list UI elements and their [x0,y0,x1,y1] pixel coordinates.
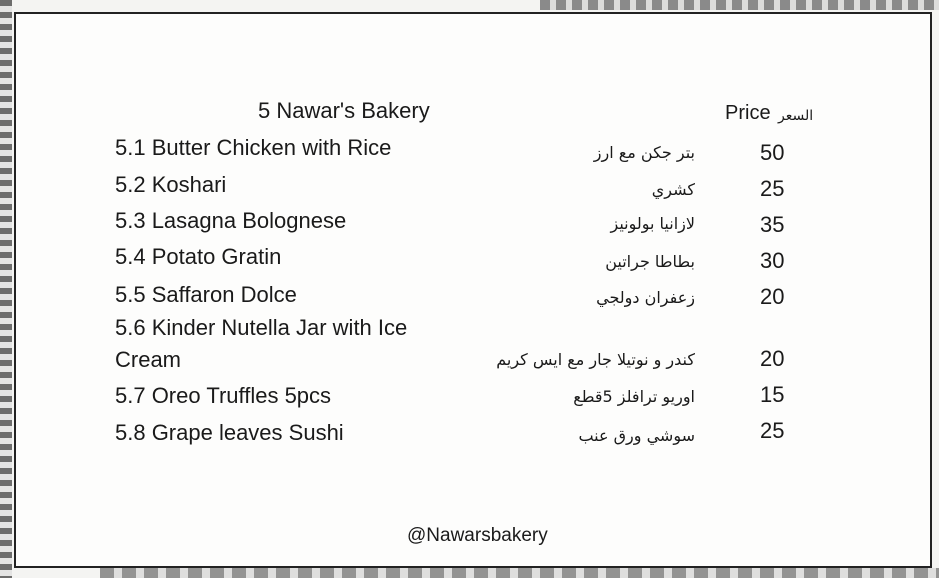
torn-edge-left [0,0,12,578]
instagram-handle: @Nawarsbakery [407,525,548,546]
menu-item-arabic: بتر جكن مع ارز [593,143,695,162]
menu-item-name: 5.7 Oreo Truffles 5pcs [115,383,332,408]
menu-item-arabic: اوريو ترافلز 5قطع [573,387,695,406]
menu-item-arabic: كشري [651,180,695,199]
menu-item-price: 20 [760,346,785,371]
menu-item-arabic: لازانيا بولونيز [610,214,695,233]
menu-item-name: 5.4 Potato Gratin [115,244,282,269]
menu-item-name: 5.3 Lasagna Bolognese [115,208,347,233]
menu-item-price: 25 [760,176,785,201]
menu-item-name: 5.2 Koshari [115,172,227,197]
menu-item-name-line1: 5.6 Kinder Nutella Jar with Ice [115,315,408,340]
menu-item-name: 5.8 Grape leaves Sushi [115,420,344,445]
menu-item-name: 5.1 Butter Chicken with Rice [115,135,392,160]
menu-item-price: 35 [760,212,785,237]
menu-item-price: 50 [760,140,785,165]
torn-edge-top [540,0,939,10]
menu-item-arabic: سوشي ورق عنب [578,426,695,445]
menu-item-name-line2: Cream [115,347,182,372]
price-header: Price [725,102,771,124]
price-header-arabic: السعر [778,108,814,124]
menu-item-price: 30 [760,248,785,273]
menu-item-arabic: بطاطا جراتين [605,252,695,271]
menu-item-price: 25 [760,418,785,443]
menu-item-name: 5.5 Saffaron Dolce [115,282,297,307]
menu-item-price: 20 [760,284,785,309]
torn-edge-bottom [100,568,939,578]
menu-title: 5 Nawar's Bakery [258,98,430,123]
menu-item-arabic: كندر و نوتيلا جار مع ايس كريم [496,350,695,369]
menu-item-price: 15 [760,382,785,407]
menu-item-arabic: زعفران دولجي [596,288,695,307]
